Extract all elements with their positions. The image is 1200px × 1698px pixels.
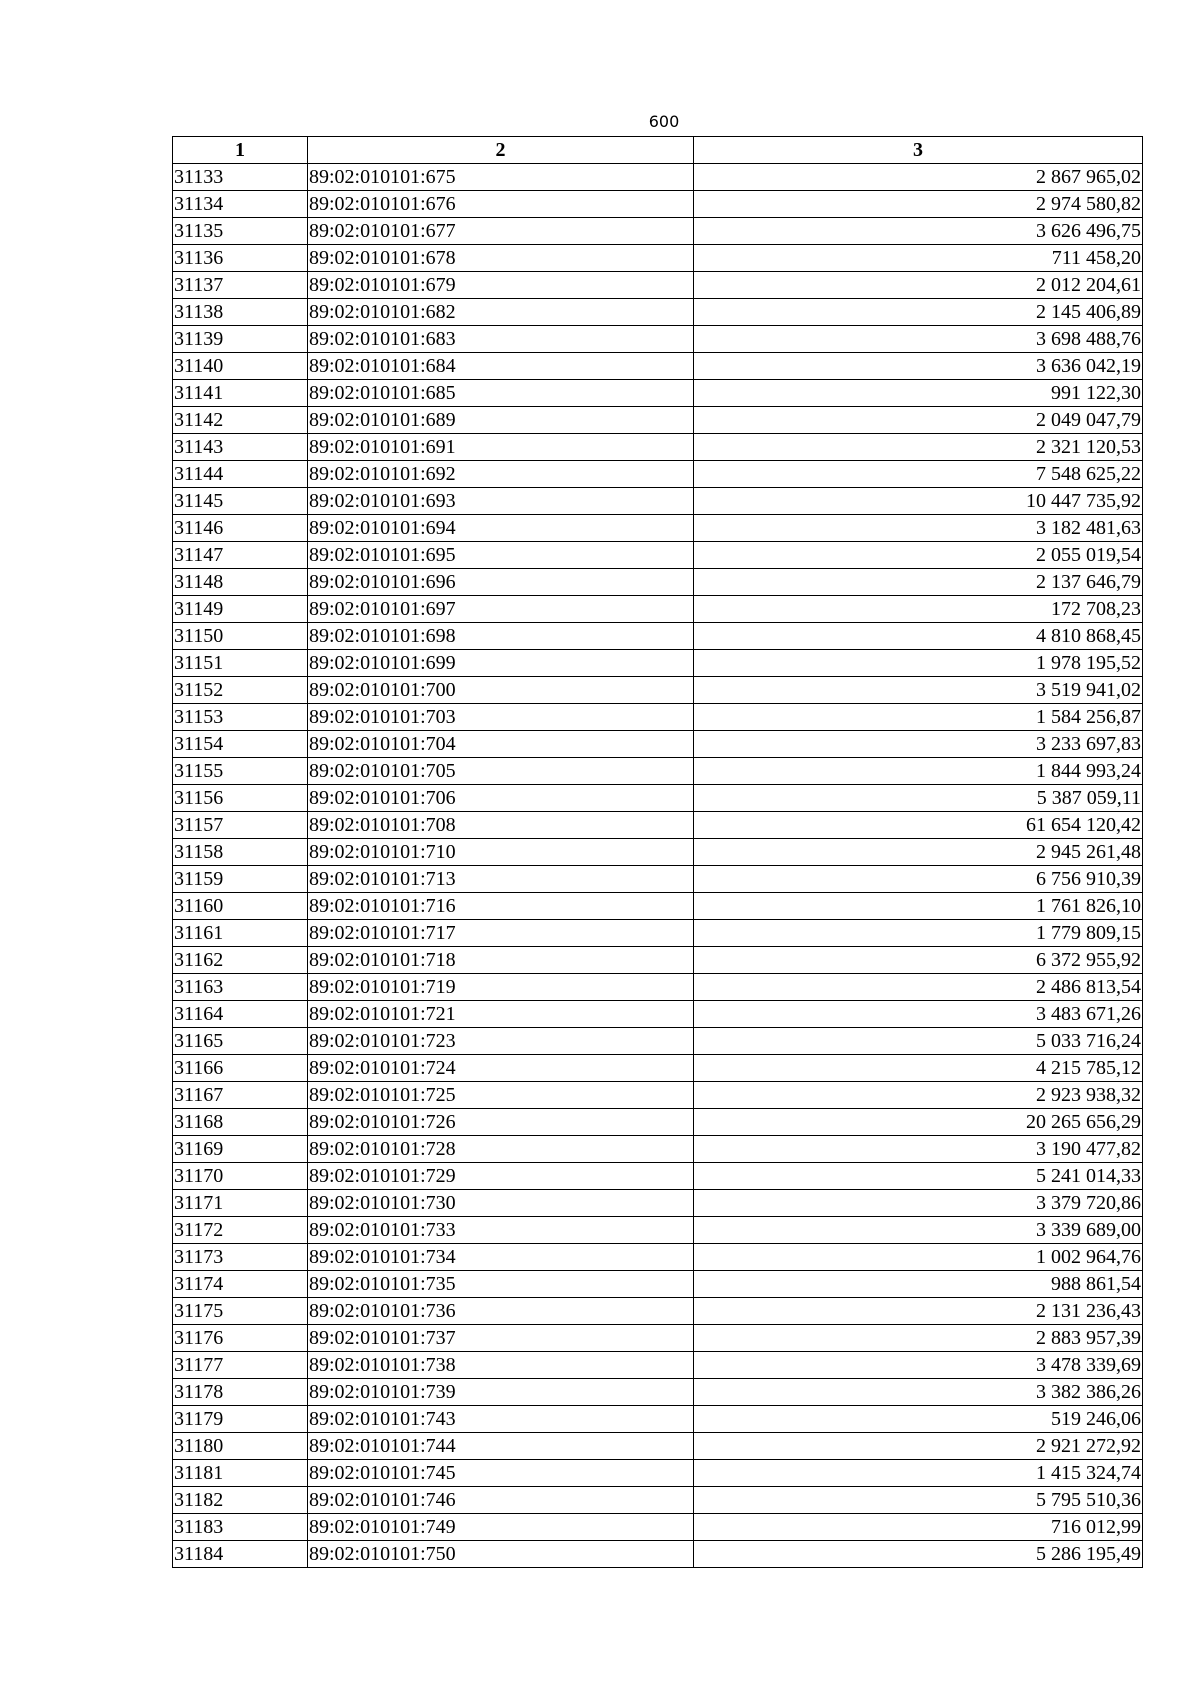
table-row <box>173 1325 1143 1352</box>
table-row <box>173 1055 1143 1082</box>
value-cell: 5 241 014,33 <box>694 1163 1143 1190</box>
row-number-cell: 31178 <box>173 1379 308 1406</box>
cadastral-number-cell: 89:02:010101:703 <box>308 704 694 731</box>
cadastral-number-cell: 89:02:010101:734 <box>308 1244 694 1271</box>
value-cell: 4 215 785,12 <box>694 1055 1143 1082</box>
value-cell: 2 921 272,92 <box>694 1433 1143 1460</box>
table-body <box>173 164 1143 1568</box>
row-number-cell: 31168 <box>173 1109 308 1136</box>
table-row <box>173 1082 1143 1109</box>
table-row <box>173 947 1143 974</box>
cadastral-number-cell: 89:02:010101:679 <box>308 272 694 299</box>
cadastral-number-cell: 89:02:010101:724 <box>308 1055 694 1082</box>
row-number-cell: 31144 <box>173 461 308 488</box>
table-row <box>173 326 1143 353</box>
table-row <box>173 812 1143 839</box>
row-number-cell: 31150 <box>173 623 308 650</box>
value-cell: 3 519 941,02 <box>694 677 1143 704</box>
table-row <box>173 758 1143 785</box>
value-cell: 991 122,30 <box>694 380 1143 407</box>
cadastral-number-cell: 89:02:010101:721 <box>308 1001 694 1028</box>
value-cell: 172 708,23 <box>694 596 1143 623</box>
value-cell: 3 233 697,83 <box>694 731 1143 758</box>
value-cell: 3 483 671,26 <box>694 1001 1143 1028</box>
value-cell: 1 415 324,74 <box>694 1460 1143 1487</box>
cadastral-number-cell: 89:02:010101:710 <box>308 839 694 866</box>
value-cell: 3 382 386,26 <box>694 1379 1143 1406</box>
cadastral-number-cell: 89:02:010101:697 <box>308 596 694 623</box>
row-number-cell: 31182 <box>173 1487 308 1514</box>
row-number-cell: 31173 <box>173 1244 308 1271</box>
row-number-cell: 31163 <box>173 974 308 1001</box>
row-number-cell: 31170 <box>173 1163 308 1190</box>
row-number-cell: 31140 <box>173 353 308 380</box>
row-number-cell: 31139 <box>173 326 308 353</box>
table-row <box>173 191 1143 218</box>
cadastral-number-cell: 89:02:010101:725 <box>308 1082 694 1109</box>
row-number-cell: 31184 <box>173 1541 308 1568</box>
row-number-cell: 31172 <box>173 1217 308 1244</box>
row-number-cell: 31153 <box>173 704 308 731</box>
row-number-cell: 31142 <box>173 407 308 434</box>
row-number-cell: 31157 <box>173 812 308 839</box>
table-row <box>173 461 1143 488</box>
value-cell: 6 756 910,39 <box>694 866 1143 893</box>
table-row <box>173 1352 1143 1379</box>
row-number-cell: 31161 <box>173 920 308 947</box>
value-cell: 5 387 059,11 <box>694 785 1143 812</box>
column-header-3: 3 <box>694 137 1143 164</box>
cadastral-number-cell: 89:02:010101:726 <box>308 1109 694 1136</box>
cadastral-number-cell: 89:02:010101:729 <box>308 1163 694 1190</box>
row-number-cell: 31167 <box>173 1082 308 1109</box>
column-header-1: 1 <box>173 137 308 164</box>
cadastral-number-cell: 89:02:010101:744 <box>308 1433 694 1460</box>
value-cell: 2 867 965,02 <box>694 164 1143 191</box>
cadastral-number-cell: 89:02:010101:750 <box>308 1541 694 1568</box>
table-row <box>173 596 1143 623</box>
value-cell: 2 049 047,79 <box>694 407 1143 434</box>
table-row <box>173 380 1143 407</box>
cadastral-number-cell: 89:02:010101:733 <box>308 1217 694 1244</box>
cadastral-number-cell: 89:02:010101:704 <box>308 731 694 758</box>
row-number-cell: 31159 <box>173 866 308 893</box>
table-row <box>173 1001 1143 1028</box>
row-number-cell: 31175 <box>173 1298 308 1325</box>
row-number-cell: 31181 <box>173 1460 308 1487</box>
cadastral-number-cell: 89:02:010101:723 <box>308 1028 694 1055</box>
row-number-cell: 31179 <box>173 1406 308 1433</box>
table-row <box>173 272 1143 299</box>
table-row <box>173 704 1143 731</box>
cadastral-number-cell: 89:02:010101:692 <box>308 461 694 488</box>
cadastral-number-cell: 89:02:010101:713 <box>308 866 694 893</box>
table-row <box>173 1379 1143 1406</box>
value-cell: 1 779 809,15 <box>694 920 1143 947</box>
cadastral-number-cell: 89:02:010101:706 <box>308 785 694 812</box>
value-cell: 20 265 656,29 <box>694 1109 1143 1136</box>
value-cell: 7 548 625,22 <box>694 461 1143 488</box>
table-row <box>173 893 1143 920</box>
row-number-cell: 31171 <box>173 1190 308 1217</box>
table-row <box>173 569 1143 596</box>
cadastral-number-cell: 89:02:010101:737 <box>308 1325 694 1352</box>
cadastral-number-cell: 89:02:010101:716 <box>308 893 694 920</box>
cadastral-number-cell: 89:02:010101:677 <box>308 218 694 245</box>
value-cell: 5 033 716,24 <box>694 1028 1143 1055</box>
row-number-cell: 31180 <box>173 1433 308 1460</box>
table-row <box>173 1460 1143 1487</box>
row-number-cell: 31138 <box>173 299 308 326</box>
cadastral-number-cell: 89:02:010101:683 <box>308 326 694 353</box>
table-row <box>173 488 1143 515</box>
row-number-cell: 31155 <box>173 758 308 785</box>
value-cell: 3 626 496,75 <box>694 218 1143 245</box>
table-row <box>173 1298 1143 1325</box>
value-cell: 3 339 689,00 <box>694 1217 1143 1244</box>
value-cell: 6 372 955,92 <box>694 947 1143 974</box>
row-number-cell: 31183 <box>173 1514 308 1541</box>
table-row <box>173 623 1143 650</box>
cadastral-number-cell: 89:02:010101:684 <box>308 353 694 380</box>
table-row <box>173 353 1143 380</box>
table-row <box>173 164 1143 191</box>
table-row <box>173 839 1143 866</box>
value-cell: 10 447 735,92 <box>694 488 1143 515</box>
cadastral-number-cell: 89:02:010101:738 <box>308 1352 694 1379</box>
value-cell: 4 810 868,45 <box>694 623 1143 650</box>
cadastral-number-cell: 89:02:010101:693 <box>308 488 694 515</box>
table-row <box>173 1190 1143 1217</box>
table-row <box>173 1244 1143 1271</box>
table-row <box>173 1487 1143 1514</box>
row-number-cell: 31136 <box>173 245 308 272</box>
value-cell: 1 844 993,24 <box>694 758 1143 785</box>
table-row <box>173 299 1143 326</box>
value-cell: 5 795 510,36 <box>694 1487 1143 1514</box>
table-row <box>173 407 1143 434</box>
row-number-cell: 31141 <box>173 380 308 407</box>
value-cell: 988 861,54 <box>694 1271 1143 1298</box>
table-row <box>173 974 1143 1001</box>
table-row <box>173 866 1143 893</box>
cadastral-number-cell: 89:02:010101:717 <box>308 920 694 947</box>
cadastral-number-cell: 89:02:010101:749 <box>308 1514 694 1541</box>
row-number-cell: 31156 <box>173 785 308 812</box>
row-number-cell: 31146 <box>173 515 308 542</box>
row-number-cell: 31149 <box>173 596 308 623</box>
table-row <box>173 1217 1143 1244</box>
value-cell: 1 761 826,10 <box>694 893 1143 920</box>
row-number-cell: 31143 <box>173 434 308 461</box>
cadastral-number-cell: 89:02:010101:682 <box>308 299 694 326</box>
row-number-cell: 31134 <box>173 191 308 218</box>
cadastral-number-cell: 89:02:010101:689 <box>308 407 694 434</box>
page-number: 600 <box>648 112 680 131</box>
cadastral-number-cell: 89:02:010101:676 <box>308 191 694 218</box>
row-number-cell: 31174 <box>173 1271 308 1298</box>
row-number-cell: 31160 <box>173 893 308 920</box>
row-number-cell: 31137 <box>173 272 308 299</box>
cadastral-number-cell: 89:02:010101:705 <box>308 758 694 785</box>
table-row <box>173 1514 1143 1541</box>
value-cell: 1 978 195,52 <box>694 650 1143 677</box>
value-cell: 2 883 957,39 <box>694 1325 1143 1352</box>
table-row <box>173 434 1143 461</box>
value-cell: 2 945 261,48 <box>694 839 1143 866</box>
value-cell: 2 145 406,89 <box>694 299 1143 326</box>
table-row <box>173 677 1143 704</box>
cadastral-number-cell: 89:02:010101:719 <box>308 974 694 1001</box>
value-cell: 3 190 477,82 <box>694 1136 1143 1163</box>
table-row <box>173 1406 1143 1433</box>
data-table <box>172 136 1143 1568</box>
cadastral-number-cell: 89:02:010101:730 <box>308 1190 694 1217</box>
value-cell: 2 137 646,79 <box>694 569 1143 596</box>
row-number-cell: 31152 <box>173 677 308 704</box>
row-number-cell: 31151 <box>173 650 308 677</box>
value-cell: 61 654 120,42 <box>694 812 1143 839</box>
value-cell: 3 478 339,69 <box>694 1352 1143 1379</box>
cadastral-number-cell: 89:02:010101:739 <box>308 1379 694 1406</box>
table-row <box>173 1163 1143 1190</box>
cadastral-number-cell: 89:02:010101:695 <box>308 542 694 569</box>
value-cell: 519 246,06 <box>694 1406 1143 1433</box>
cadastral-number-cell: 89:02:010101:736 <box>308 1298 694 1325</box>
value-cell: 5 286 195,49 <box>694 1541 1143 1568</box>
value-cell: 3 698 488,76 <box>694 326 1143 353</box>
value-cell: 2 486 813,54 <box>694 974 1143 1001</box>
row-number-cell: 31147 <box>173 542 308 569</box>
row-number-cell: 31148 <box>173 569 308 596</box>
cadastral-number-cell: 89:02:010101:718 <box>308 947 694 974</box>
table-row <box>173 1109 1143 1136</box>
cadastral-number-cell: 89:02:010101:698 <box>308 623 694 650</box>
table-row <box>173 245 1143 272</box>
row-number-cell: 31166 <box>173 1055 308 1082</box>
value-cell: 2 321 120,53 <box>694 434 1143 461</box>
cadastral-number-cell: 89:02:010101:728 <box>308 1136 694 1163</box>
cadastral-number-cell: 89:02:010101:691 <box>308 434 694 461</box>
value-cell: 716 012,99 <box>694 1514 1143 1541</box>
cadastral-number-cell: 89:02:010101:743 <box>308 1406 694 1433</box>
table-row <box>173 515 1143 542</box>
row-number-cell: 31145 <box>173 488 308 515</box>
cadastral-number-cell: 89:02:010101:708 <box>308 812 694 839</box>
table-row <box>173 1028 1143 1055</box>
cadastral-number-cell: 89:02:010101:696 <box>308 569 694 596</box>
value-cell: 2 012 204,61 <box>694 272 1143 299</box>
table-row <box>173 650 1143 677</box>
value-cell: 1 002 964,76 <box>694 1244 1143 1271</box>
row-number-cell: 31154 <box>173 731 308 758</box>
cadastral-number-cell: 89:02:010101:746 <box>308 1487 694 1514</box>
header-row <box>173 137 1143 164</box>
table-row <box>173 1136 1143 1163</box>
cadastral-number-cell: 89:02:010101:678 <box>308 245 694 272</box>
value-cell: 2 131 236,43 <box>694 1298 1143 1325</box>
row-number-cell: 31165 <box>173 1028 308 1055</box>
row-number-cell: 31162 <box>173 947 308 974</box>
table-row <box>173 785 1143 812</box>
cadastral-number-cell: 89:02:010101:675 <box>308 164 694 191</box>
row-number-cell: 31176 <box>173 1325 308 1352</box>
row-number-cell: 31169 <box>173 1136 308 1163</box>
cadastral-number-cell: 89:02:010101:745 <box>308 1460 694 1487</box>
table-row <box>173 731 1143 758</box>
table-row <box>173 1433 1143 1460</box>
table-header <box>173 137 1143 164</box>
value-cell: 3 182 481,63 <box>694 515 1143 542</box>
cadastral-number-cell: 89:02:010101:685 <box>308 380 694 407</box>
row-number-cell: 31177 <box>173 1352 308 1379</box>
table-row <box>173 218 1143 245</box>
value-cell: 3 379 720,86 <box>694 1190 1143 1217</box>
value-cell: 2 923 938,32 <box>694 1082 1143 1109</box>
row-number-cell: 31158 <box>173 839 308 866</box>
value-cell: 2 055 019,54 <box>694 542 1143 569</box>
row-number-cell: 31164 <box>173 1001 308 1028</box>
column-header-2: 2 <box>308 137 694 164</box>
cadastral-number-cell: 89:02:010101:694 <box>308 515 694 542</box>
row-number-cell: 31133 <box>173 164 308 191</box>
value-cell: 711 458,20 <box>694 245 1143 272</box>
table-row <box>173 1271 1143 1298</box>
cadastral-number-cell: 89:02:010101:700 <box>308 677 694 704</box>
table-row <box>173 920 1143 947</box>
table-row <box>173 542 1143 569</box>
value-cell: 3 636 042,19 <box>694 353 1143 380</box>
row-number-cell: 31135 <box>173 218 308 245</box>
cadastral-number-cell: 89:02:010101:735 <box>308 1271 694 1298</box>
cadastral-number-cell: 89:02:010101:699 <box>308 650 694 677</box>
table-row <box>173 1541 1143 1568</box>
value-cell: 2 974 580,82 <box>694 191 1143 218</box>
value-cell: 1 584 256,87 <box>694 704 1143 731</box>
